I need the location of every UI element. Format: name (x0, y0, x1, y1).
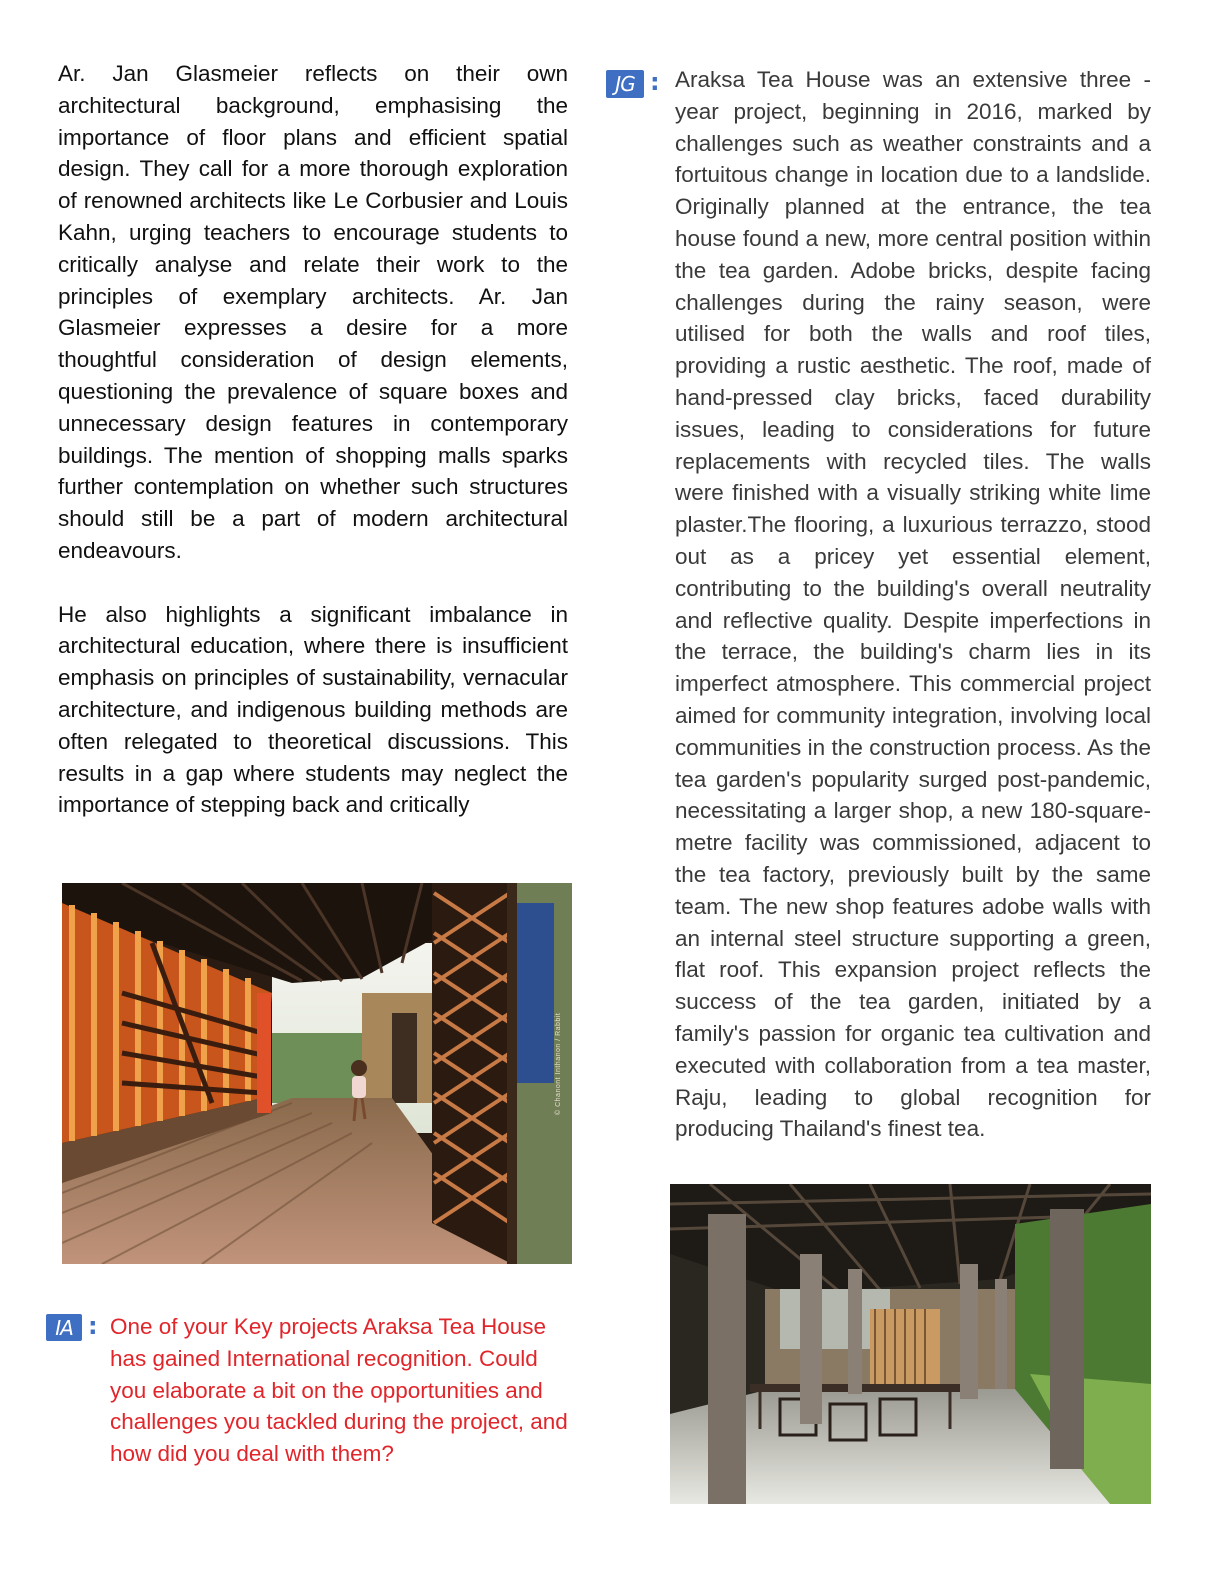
left-column (58, 58, 568, 821)
answer-colon: : (650, 68, 660, 96)
body-paragraph-2: He also highlights a significant imbalance in architectural education, where there is insufficient emphasis on principles of sustainability, vernacular architecture, and indigenous building methods are often relegated to theoretical discussions. This results in a gap where students may neglect the importance of stepping back and critically (58, 601, 568, 818)
body-paragraph-1: Ar. Jan Glasmeier reflects on their own architectural background, emphasising the importance of floor plans and efficient spatial design. They call for a more thorough exploration of renowned architects like Le Corbusier and Louis Kahn, urging teachers to encourage students to critically analyse and relate their work to the principles of exemplary architects. Ar. Jan Glasmeier expresses a desire for a more thoughtful consideration of design elements, questioning the prevalence of square boxes and unnecessary design features in contemporary buildings. The mention of shopping malls sparks further contemplation on whether such structures should still be a part of modern architectural endeavours. (58, 61, 568, 563)
walkway-photo (62, 883, 572, 1264)
ia-badge-icon: IA (46, 1314, 82, 1341)
right-column (675, 64, 1151, 1145)
question-colon: : (88, 1312, 98, 1340)
interview-answer: Araksa Tea House was an extensive three -year project, beginning in 2016, marked by challenges such as weather constraints and a fortuitous change in location due to a landslide. Originally planned at the entrance, the tea house found a new, more central position within the tea garden. Adobe bricks, despite facing challenges during the rainy season, were utilised for both the walls and roof tiles, providing a rustic aesthetic. The roof, made of hand-pressed clay bricks, faced durability issues, leading to considerations for future replacements with recycled tiles. The walls were finished with a visually striking white lime plaster.The flooring, a luxurious terrazzo, stood out as a pricey yet essential element, contributing to the building's overall neutrality and reflective quality. Despite imperfections in the terrace, the building's charm lies in its imperfect atmosphere. This commercial project aimed for community integration, involving local communities in the construction process. As the tea garden's popularity surged post-pandemic, necessitating a larger shop, a new 180-square-metre facility was commissioned, adjacent to the tea factory, previously built by the same team. The new shop features adobe walls with an internal steel structure supporting a green, flat roof. This expansion project reflects the success of the tea garden, initiated by a family's passion for organic tea cultivation and executed with collaboration from a tea master, Raju, leading to global recognition for producing Thailand's finest tea. (675, 67, 1151, 1142)
photo-credit: © Chanont Inthanon / Rabbit (555, 1012, 562, 1115)
interview-question: One of your Key projects Araksa Tea House has gained International recognition. Could you elaborate a bit on the opportunities and challenges you tackled during the project, and how did you deal with them? (110, 1314, 568, 1467)
jg-badge-icon: JG (606, 70, 644, 98)
pavilion-photo (670, 1184, 1151, 1504)
